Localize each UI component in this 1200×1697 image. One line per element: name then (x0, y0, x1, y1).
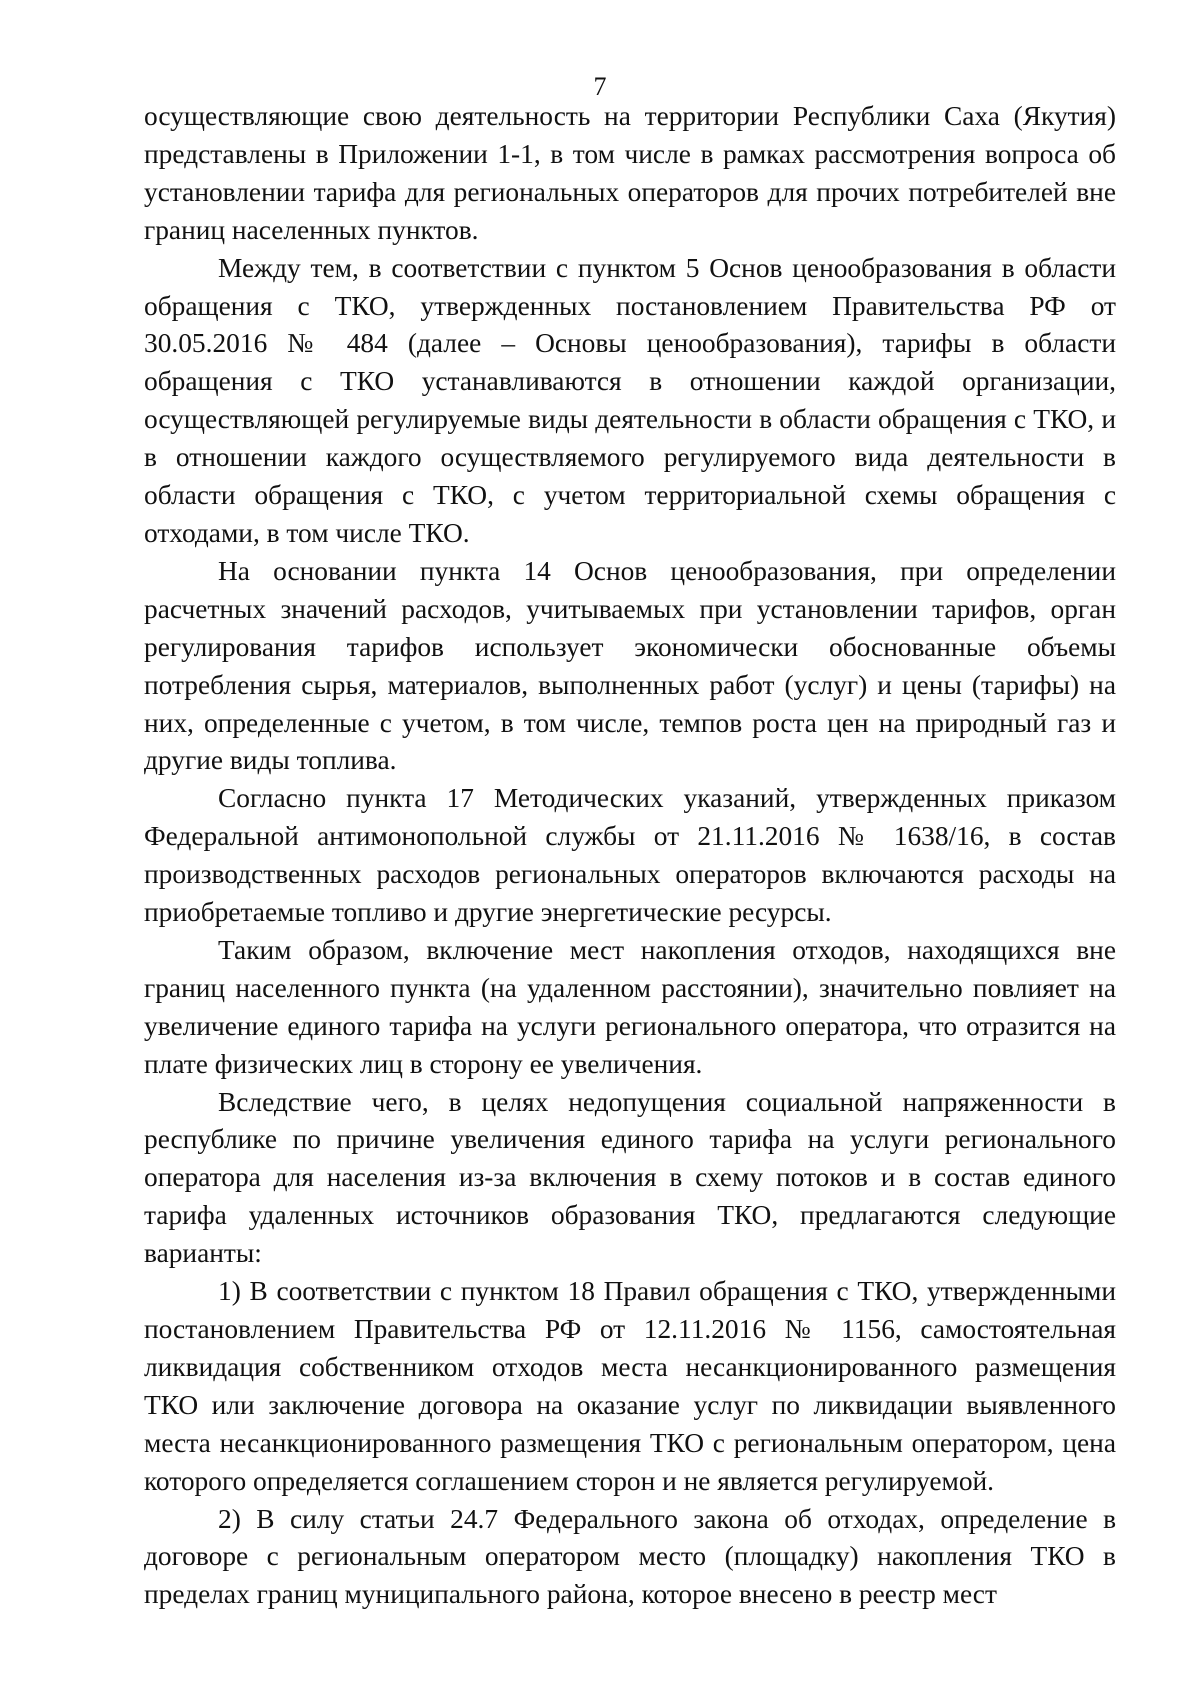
paragraph-option-1: 1) В соответствии с пунктом 18 Правил обращения с ТКО, утвержденными постановлением Правительства РФ от 12.11.2016 № 1156, самостоятельная ликвидация собственником отходов места несанкционированного размещения ТКО или заключение договора на оказание услуг по ликвидации выявленного места несанкционированного размещения ТКО с региональным оператором, цена которого определяется соглашением сторон и не является регулируемой. (144, 1276, 1116, 1496)
paragraph-proposals-intro: Вследствие чего, в целях недопущения социальной напряженности в республике по причине увеличения единого тарифа на услуги регионального оператора для населения из-за включения в схему потоков и в состав единого тарифа удаленных источников образования ТКО, предлагаются следующие варианты: (144, 1086, 1116, 1269)
paragraph-pricing-basics: Между тем, в соответствии с пунктом 5 Основ ценообразования в области обращения с ТКО, утвержденных постановлением Правительства РФ от 30.05.2016 № 484 (далее – Основы ценообразования), тарифы в области обращения с ТКО устанавливаются в отношении каждой организации, осуществляющей регулируемые виды деятельности в области обращения с ТКО, и в отношении каждого осуществляемого регулируемого вида деятельности в области обращения с ТКО, с учетом территориальной схемы обращения с отходами, в том числе ТКО. (144, 252, 1116, 548)
paragraph-point-17: Согласно пункта 17 Методических указаний, утвержденных приказом Федеральной антимонопольной службы от 21.11.2016 № 1638/16, в состав производственных расходов региональных операторов включаются расходы на приобретаемые топливо и другие энергетические ресурсы. (144, 783, 1116, 928)
paragraph-option-2: 2) В силу статьи 24.7 Федерального закона об отходах, определение в договоре с региональным оператором место (площадку) накопления ТКО в пределах границ муниципального района, которое внесено в реестр мест (144, 1503, 1116, 1610)
document-body (144, 98, 1116, 1614)
paragraph-point-14: На основании пункта 14 Основ ценообразования, при определении расчетных значений расходов, учитываемых при установлении тарифов, орган регулирования тарифов использует экономически обоснованные объемы потребления сырья, материалов, выполненных работ (услуг) и цены (тарифы) на них, определенные с учетом, в том числе, темпов роста цен на природный газ и другие виды топлива. (144, 555, 1116, 776)
page-number: 7 (593, 72, 607, 101)
paragraph-conclusion: Таким образом, включение мест накопления отходов, находящихся вне границ населенного пункта (на удаленном расстоянии), значительно повлияет на увеличение единого тарифа на услуги регионального оператора, что отразится на плате физических лиц в сторону ее увеличения. (144, 934, 1116, 1079)
paragraph-continuation: осуществляющие свою деятельность на территории Республики Саха (Якутия) представлены в Приложении 1-1, в том числе в рамках рассмотрения вопроса об установлении тарифа для региональных операторов для прочих потребителей вне границ населенных пунктов. (144, 101, 1116, 245)
